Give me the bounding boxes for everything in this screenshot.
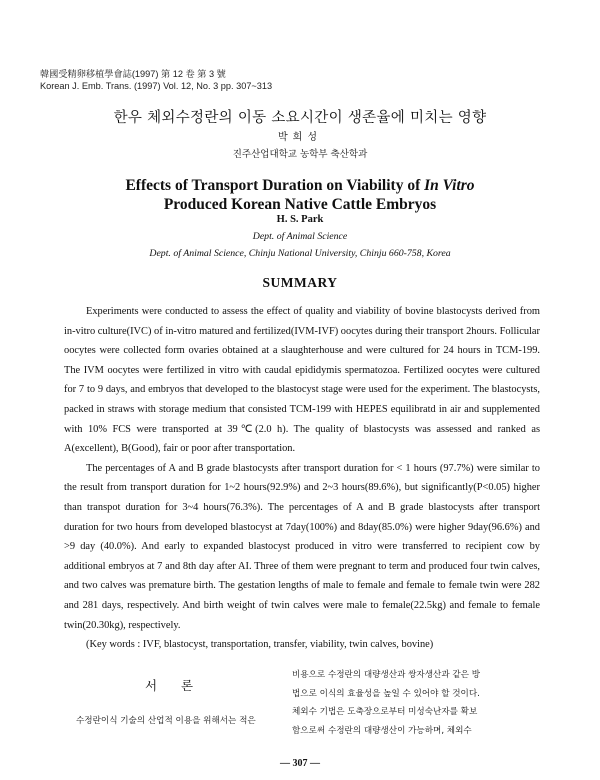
- intro-right-column: [292, 666, 540, 740]
- korean-affiliation: 진주산업대학교 농학부 축산학과: [232, 149, 368, 160]
- summary-paragraph-2: The percentages of A and B grade blastocysts after transport duration for < 1 hours (97.7%) were similar to the result from transport duration for 1~2 hours(92.9%) and 2~3 hours(89.6%), but significantly(P<0.05) higher than transpot duration for 3~4 hours(76.3%). The percentages of A and B grade blastocysts after transport duration for two hours from developed blastocyst at 7day(100%) and 8day(85.0%) were higher 9day(96.6%) and >9 day (40.0%). And early to expanded blastocyst produced in vitro were transferred to recipient cow by additional embryos at 7 and 8th day after AI. Three of them were pregnant to term and produced four twin calves, and two calves was premature birth. The gestation lengths of male to female and female to female twin were 282 and 281 days, respectively. And birth weight of twin calves were male to female(22.5kg) and female to female twin(20.30kg), respectively.: [64, 462, 540, 631]
- english-title: [0, 176, 600, 214]
- keywords: (Key words : IVF, blastocyst, transportation, transfer, viability, twin calves, bovine): [86, 639, 434, 651]
- english-author: H. S. Park: [276, 214, 324, 225]
- journal-header: [40, 68, 272, 92]
- english-title-line2: Produced Korean Native Cattle Embryos: [163, 196, 437, 213]
- intro-left-text: 수정란이식 기술의 산업적 이용을 위해서는 적은: [76, 716, 256, 726]
- intro-right-line: 체외수 기법은 도축장으로부터 미성숙난자를 확보: [292, 707, 478, 717]
- korean-author: 박희성: [278, 132, 322, 143]
- english-title-italic: In Vitro: [424, 177, 475, 194]
- summary-body: [64, 302, 540, 655]
- korean-title: 한우 체외수정란의 이동 소요시간이 생존율에 미치는 영향: [113, 110, 487, 126]
- intro-right-line: 함으로써 수정란의 대량생산이 가능하며, 체외수: [292, 725, 472, 736]
- journal-citation-korean: 韓國受精卵移植學會誌(1997) 第 12 卷 第 3 號: [40, 69, 226, 79]
- summary-heading: SUMMARY: [262, 275, 338, 290]
- page-number: — 307 —: [280, 758, 320, 769]
- english-affiliation: Dept. of Animal Science, Chinju National University, Chinju 660-758, Korea: [149, 248, 451, 259]
- intro-right-line: 비용으로 수정란의 대량생산과 쌍자생산과 같은 방: [292, 670, 480, 680]
- english-department: Dept. of Animal Science: [252, 231, 348, 242]
- intro-right-line: 법으로 이식의 효율성을 높일 수 있어야 할 것이다.: [292, 688, 480, 699]
- summary-paragraph-1: Experiments were conducted to assess the effect of quality and viability of bovine blastocysts derived from in-vitro culture(IVC) of in-vitro matured and fertilized(IVM-IVF) oocytes during their transport 2hours. Follicular oocytes were collected form ovaries obtained at a slaughterhouse and were cultured for 24 hours in TCM-199. The IVM oocytes were fertilized in vitro with caudal epididymis spermatozoa. Fertilized oocytes were cultured for 7 to 9 days, and embryos that developed to the blastocyst stage were used for the experiment. The blastocysts, packed in straws with storage medium that consisted TCM-199 with HEPES equilibratd in air and supplemented with 10% FCS were transported at 39℃(2.0 h). The quality of blastocysts was assessed and ranked as A(excellent), B(Good), fair or poor after transportation.: [64, 306, 540, 455]
- intro-left-column: [64, 662, 284, 726]
- journal-citation-english: Korean J. Emb. Trans. (1997) Vol. 12, No. 3 pp. 307~313: [40, 81, 273, 91]
- english-title-line1: Effects of Transport Duration on Viability of: [125, 177, 425, 194]
- intro-heading: 서 론: [144, 678, 204, 693]
